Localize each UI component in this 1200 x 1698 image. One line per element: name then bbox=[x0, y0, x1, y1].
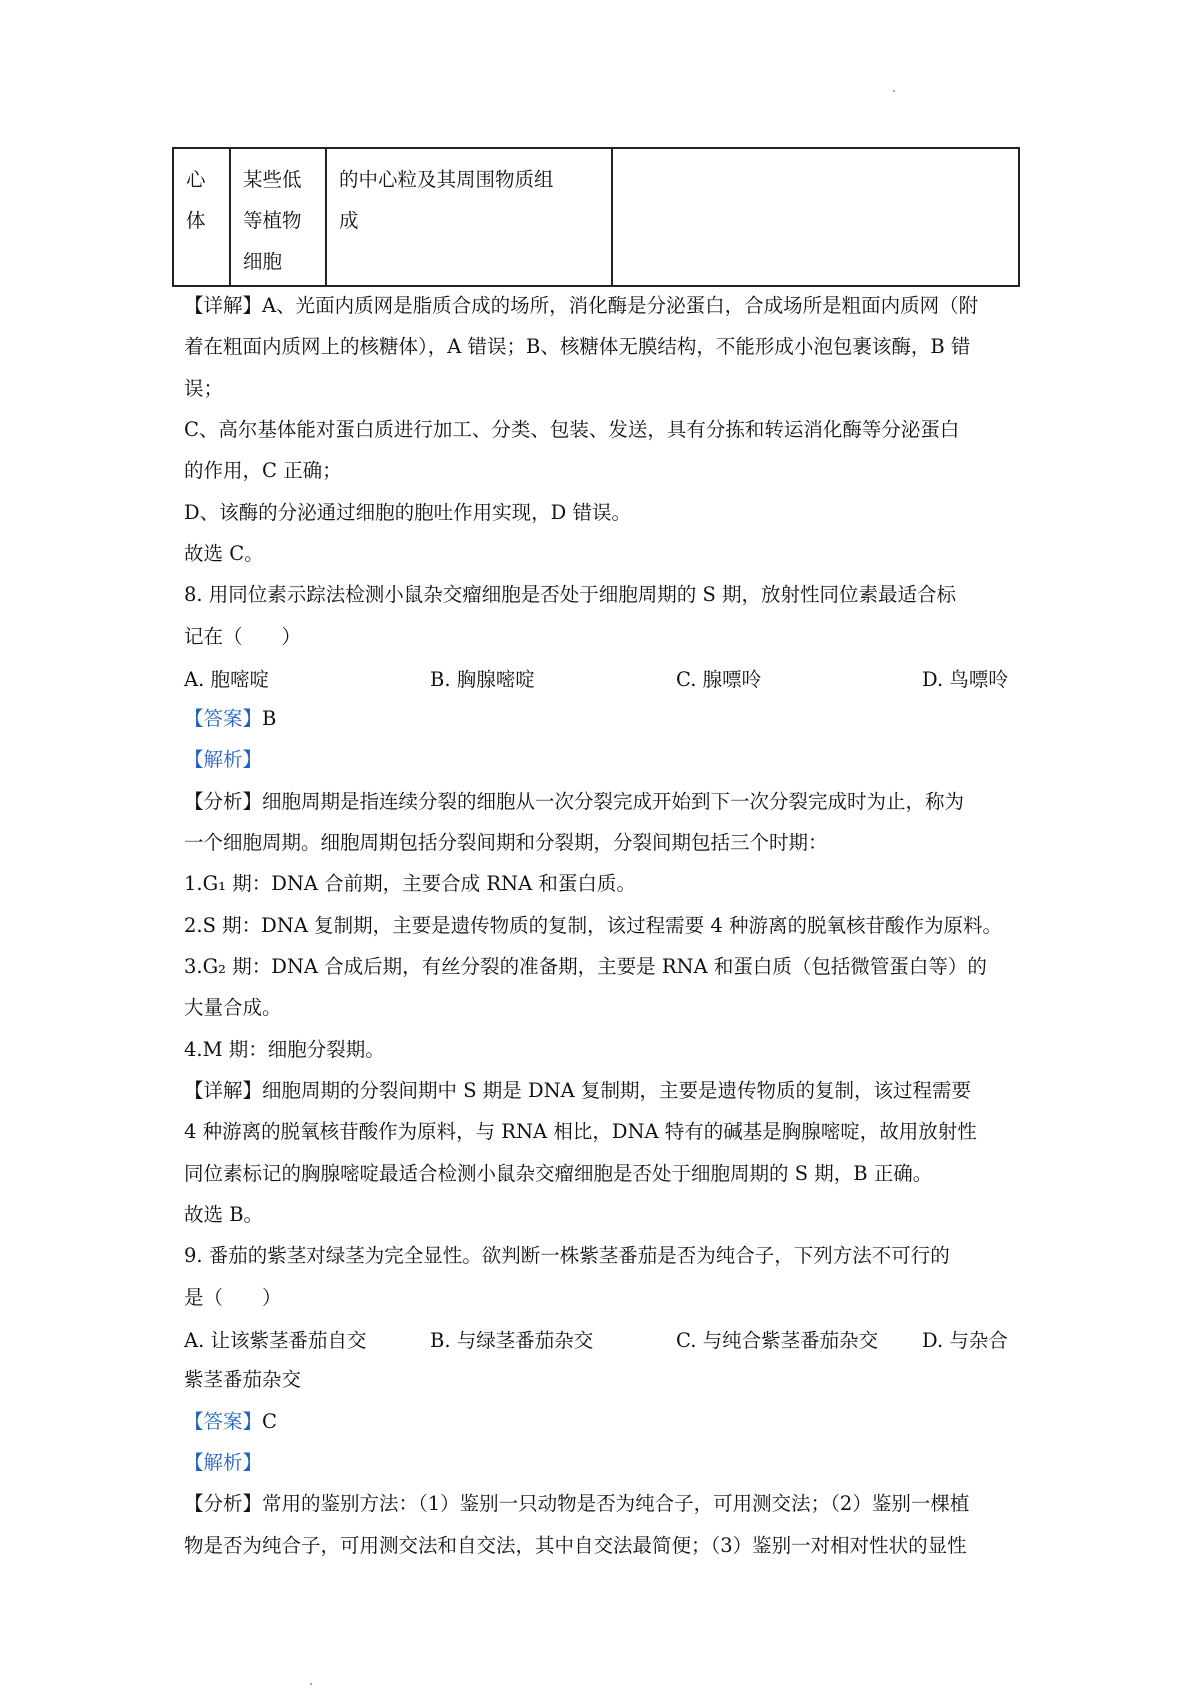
xiangjie-tag: 【详解】 bbox=[184, 1079, 263, 1102]
q8-stem: 8. 用同位素示踪法检测小鼠杂交瘤细胞是否处于细胞周期的 S 期，放射性同位素最适合标 bbox=[184, 583, 957, 606]
q9-option-d-cont: 紫茎番茄杂交 bbox=[184, 1368, 302, 1391]
q9-stem: 是（ ） bbox=[184, 1286, 282, 1309]
q8-option-a: A. 胞嘧啶 bbox=[184, 668, 269, 691]
text: 常用的鉴别方法：（1）鉴别一只动物是否为纯合子，可用测交法；（2）鉴别一棵植 bbox=[262, 1492, 970, 1515]
table-cell bbox=[173, 148, 230, 286]
q9-fenxi-line: 物是否为纯合子，可用测交法和自交法，其中自交法最简便；（3）鉴别一对相对性状的显性 bbox=[184, 1534, 967, 1557]
q9-option-c: C. 与纯合紫茎番茄杂交 bbox=[676, 1329, 879, 1352]
table-cell bbox=[230, 148, 326, 286]
q9-option-d: D. 与杂合 bbox=[922, 1329, 1008, 1352]
q7-explain-line: 着在粗面内质网上的核糖体），A 错误；B、核糖体无膜结构，不能形成小泡包裹该酶，B 错 bbox=[184, 335, 971, 358]
q9-analysis-tag: 【解析】 bbox=[184, 1451, 263, 1474]
q8-option-c: C. 腺嘌呤 bbox=[676, 668, 762, 691]
q8-fenxi-line: 4.M 期：细胞分裂期。 bbox=[184, 1038, 385, 1061]
answer-value: B bbox=[262, 707, 277, 730]
q7-explain-line: C、高尔基体能对蛋白质进行加工、分类、包装、发送，具有分拣和转运消化酶等分泌蛋白 bbox=[184, 418, 960, 441]
q8-fenxi-line: 3.G₂ 期：DNA 合成后期，有丝分裂的准备期，主要是 RNA 和蛋白质（包括微管蛋白等）的 bbox=[184, 955, 987, 978]
text: A、光面内质网是脂质合成的场所，消化酶是分泌蛋白，合成场所是粗面内质网（附 bbox=[262, 294, 979, 317]
q9-option-b: B. 与绿茎番茄杂交 bbox=[430, 1329, 594, 1352]
q8-xiangjie-line: 同位素标记的胸腺嘧啶最适合检测小鼠杂交瘤细胞是否处于细胞周期的 S 期，B 正确。 bbox=[184, 1162, 933, 1185]
answer-value: C bbox=[262, 1410, 277, 1433]
q7-explain-line: 误； bbox=[184, 377, 224, 400]
q8-fenxi-line: 一个细胞周期。细胞周期包括分裂间期和分裂期，分裂间期包括三个时期： bbox=[184, 831, 828, 854]
q8-stem: 记在（ ） bbox=[184, 625, 302, 648]
cell-text: 成 bbox=[339, 209, 359, 232]
q8-xiangjie-line: 4 种游离的脱氧核苷酸作为原料，与 RNA 相比，DNA 特有的碱基是胸腺嘧啶，故用放射性 bbox=[184, 1120, 977, 1143]
q8-xiangjie-line bbox=[184, 1077, 971, 1105]
explain-tag: 【详解】 bbox=[184, 294, 263, 317]
q9-answer bbox=[184, 1408, 277, 1436]
q8-fenxi-line: 大量合成。 bbox=[184, 996, 282, 1019]
q8-answer bbox=[184, 705, 276, 733]
q8-xiangjie-line: 故选 B。 bbox=[184, 1203, 264, 1226]
answer-tag: 【答案】 bbox=[184, 707, 263, 730]
table-cell bbox=[326, 148, 612, 286]
q8-option-b: B. 胸腺嘧啶 bbox=[430, 668, 535, 691]
q8-analysis-tag: 【解析】 bbox=[184, 748, 263, 771]
cell-text: 某些低 bbox=[243, 168, 302, 191]
cell-text: 等植物 bbox=[243, 209, 302, 232]
table-cell bbox=[612, 148, 1019, 286]
q8-option-d: D. 鸟嘌呤 bbox=[922, 668, 1008, 691]
fenxi-tag: 【分析】 bbox=[184, 1492, 263, 1515]
cell-text: 的中心粒及其周围物质组 bbox=[339, 168, 554, 191]
q8-fenxi-line bbox=[184, 788, 964, 816]
cell-text: 体 bbox=[186, 209, 206, 232]
q9-stem: 9. 番茄的紫茎对绿茎为完全显性。欲判断一株紫茎番茄是否为纯合子，下列方法不可行的 bbox=[184, 1244, 950, 1267]
q7-explain-line bbox=[184, 292, 978, 320]
scan-dot bbox=[893, 90, 895, 92]
text: 细胞周期是指连续分裂的细胞从一次分裂完成开始到下一次分裂完成时为止，称为 bbox=[262, 790, 965, 813]
cell-text: 细胞 bbox=[243, 250, 283, 273]
answer-tag: 【答案】 bbox=[184, 1410, 263, 1433]
q7-explain-line: D、该酶的分泌通过细胞的胞吐作用实现，D 错误。 bbox=[184, 501, 631, 524]
fenxi-tag: 【分析】 bbox=[184, 790, 263, 813]
text: 细胞周期的分裂间期中 S 期是 DNA 复制期，主要是遗传物质的复制，该过程需要 bbox=[262, 1079, 971, 1102]
scan-dot bbox=[310, 1683, 312, 1685]
table-row bbox=[173, 148, 1019, 286]
q8-fenxi-line: 2.S 期：DNA 复制期，主要是遗传物质的复制，该过程需要 4 种游离的脱氧核苷酸作为原料。 bbox=[184, 914, 1002, 937]
organelle-table bbox=[172, 147, 1020, 287]
q9-fenxi-line bbox=[184, 1490, 969, 1518]
q9-option-a: A. 让该紫茎番茄自交 bbox=[184, 1329, 367, 1352]
q7-explain-line: 故选 C。 bbox=[184, 542, 264, 565]
q8-fenxi-line: 1.G₁ 期：DNA 合前期，主要合成 RNA 和蛋白质。 bbox=[184, 872, 636, 895]
cell-text: 心 bbox=[186, 168, 206, 191]
q7-explain-line: 的作用，C 正确； bbox=[184, 459, 342, 482]
